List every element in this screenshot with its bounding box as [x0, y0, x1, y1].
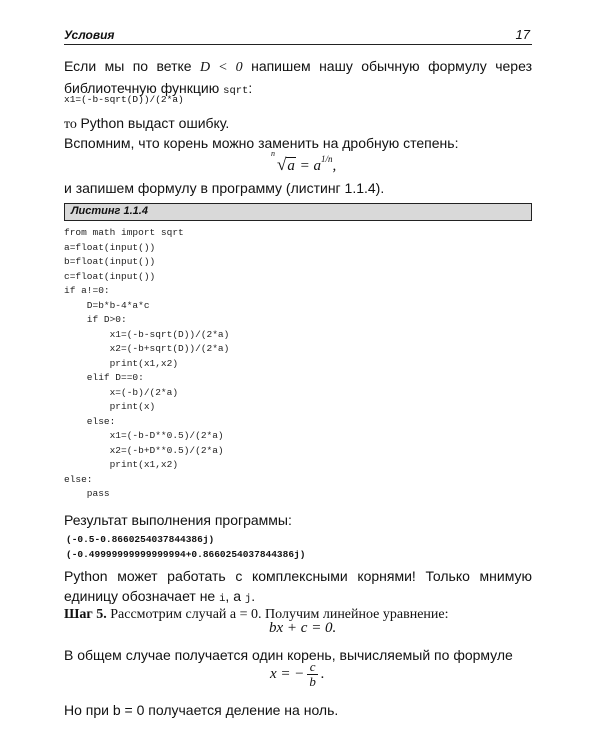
para6-i: i [219, 593, 226, 605]
paragraph-program-result: Результат выполнения программы: [64, 512, 292, 528]
code-line: a=float(input()) [64, 241, 156, 253]
code-listing [64, 226, 532, 502]
fraction-c-over-b [307, 660, 318, 689]
output-line-1: (-0.5-0.8660254037844386j) [66, 534, 215, 545]
code-line: x1=(-b-D**0.5)/(2*a) [64, 430, 224, 441]
code-line: x2=(-b+D**0.5)/(2*a) [64, 444, 224, 456]
step-5-text: Рассмотрим случай a = 0. Получим линейное уравнение: [106, 607, 449, 622]
code-line: x1=(-b-sqrt(D))/(2*a) [64, 328, 230, 340]
code-line: pass [64, 488, 110, 499]
code-line: c=float(input()) [64, 270, 156, 282]
formula-nth-root [271, 149, 337, 175]
root-expression [271, 149, 296, 175]
code-line: b=float(input()) [64, 256, 156, 267]
code-line: if a!=0: [64, 285, 110, 296]
formula1-tail: , [332, 158, 337, 174]
para2-pre: то [64, 117, 81, 132]
header-title: Условия [64, 28, 115, 42]
code-line: print(x) [64, 401, 156, 412]
para6-mid: , а [225, 588, 245, 604]
para6-j: j [244, 593, 252, 605]
formula1-exponent: 1/n [320, 154, 333, 164]
para1-pre: Если мы по ветке [64, 58, 201, 74]
para1-code-sqrt: sqrt [223, 85, 249, 97]
para1-end: : [248, 80, 253, 96]
code-line: from math import sqrt [64, 227, 184, 238]
formula1-equals: = a [299, 158, 321, 174]
code-line: elif D==0: [64, 372, 144, 383]
code-line: else: [64, 473, 93, 485]
radical-sign: √ [277, 155, 287, 174]
output-line-2: (-0.49999999999999994+0.8660254037844386j) [66, 549, 306, 560]
step-5-label: Шаг 5. [64, 607, 107, 622]
para1-condition: D < 0 [200, 60, 243, 75]
paragraph-division-by-zero: Но при b = 0 получается деление на ноль. [64, 702, 339, 718]
para2-post: Python выдаст ошибку. [80, 115, 230, 131]
radicand: a [287, 158, 295, 174]
code-line: D=b*b-4*a*c [64, 299, 150, 311]
paragraph-one-root: В общем случае получается один корень, вычисляемый по формуле [64, 647, 513, 663]
paragraph-complex-roots [64, 566, 532, 609]
formula-x-equals [270, 660, 325, 689]
paragraph-fractional-power: Вспомним, что корень можно заменить на дробную степень: [64, 135, 459, 151]
running-header [64, 28, 532, 45]
para6-end: . [251, 588, 256, 604]
code-line: print(x1,x2) [64, 459, 179, 470]
code-line: print(x1,x2) [64, 357, 179, 369]
formula-linear-equation: bx + c = 0. [269, 620, 337, 636]
code-line: else: [64, 415, 116, 427]
paragraph-python-error [64, 113, 532, 135]
para6-pre: Python может работать с комплексными корнями! Только мнимую единицу обозначает не [64, 568, 532, 604]
listing-title-bar [64, 203, 532, 221]
formula3-lhs: x = − [270, 666, 305, 682]
fraction-numerator: c [309, 659, 316, 674]
formula3-tail: . [320, 666, 325, 682]
code-line: x=(-b)/(2*a) [64, 386, 179, 398]
paragraph-write-formula: и запишем формулу в программу (листинг 1.1.4). [64, 180, 385, 196]
para1-post: напишем нашу обычную формулу через библиотечную функцию [64, 58, 532, 96]
listing-title: Листинг 1.1.4 [71, 205, 148, 217]
page-number: 17 [515, 27, 530, 42]
code-line: if D>0: [64, 314, 127, 325]
fraction-denominator: b [309, 674, 316, 689]
code-line: x2=(-b+sqrt(D))/(2*a) [64, 343, 230, 354]
code-x1-line: x1=(-b-sqrt(D))/(2*a) [64, 94, 184, 105]
root-index: n [271, 149, 275, 158]
